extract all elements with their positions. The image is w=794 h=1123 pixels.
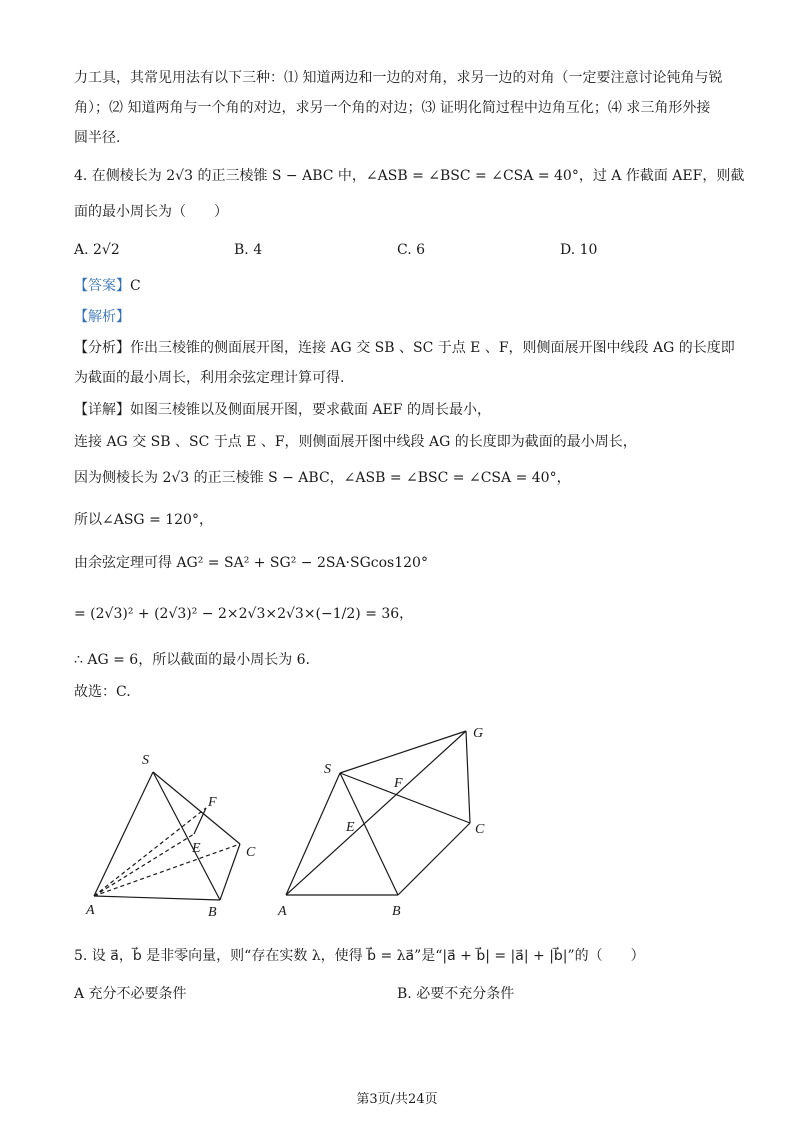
detail-tag: 【详解】 bbox=[74, 402, 130, 418]
right-label-b: B bbox=[392, 904, 401, 919]
detail-line-3: 因为侧棱长为 2√3 的正三棱锥 S − ABC，∠ASB = ∠BSC = ∠CSA = 40°， bbox=[74, 470, 571, 486]
detail-line-1 bbox=[74, 400, 491, 420]
segment-fe bbox=[194, 808, 206, 834]
analysis-tag: 【解析】 bbox=[74, 309, 130, 325]
right-label-g: G bbox=[473, 726, 484, 741]
edge-sc bbox=[153, 772, 240, 844]
edge-cb bbox=[398, 823, 470, 895]
left-label-f: F bbox=[208, 795, 217, 810]
segment-ag bbox=[286, 731, 466, 895]
edge-sc bbox=[340, 773, 470, 823]
answer-tag: 【答案】 bbox=[74, 278, 130, 294]
question-4-stem-line-2: 面的最小周长为（ ） bbox=[74, 204, 228, 220]
detail-line-2: 连接 AG 交 SB 、SC 于点 E 、F，则侧面展开图中线段 AG 的长度即为截面的最小周长， bbox=[74, 434, 637, 450]
edge-sa bbox=[94, 772, 153, 896]
question-4-option-a: A. 2√2 bbox=[74, 242, 120, 258]
question-5-option-a: A 充分不必要条件 bbox=[74, 986, 187, 1002]
left-label-c: C bbox=[246, 845, 256, 860]
edge-sg bbox=[340, 731, 466, 773]
right-label-f: F bbox=[394, 776, 403, 791]
right-label-c: C bbox=[475, 822, 485, 837]
fenxi-text-1: 作出三棱锥的侧面展开图，连接 AG 交 SB 、SC 于点 E 、F，则侧面展开图中线段 AG 的长度即 bbox=[130, 340, 735, 356]
answer-value: C bbox=[130, 278, 141, 294]
edge-gc bbox=[466, 731, 470, 823]
left-label-e: E bbox=[192, 841, 201, 856]
edge-sb bbox=[153, 772, 220, 900]
question-5-option-b: B. 必要不充分条件 bbox=[397, 986, 515, 1002]
dashed-af bbox=[94, 808, 206, 896]
intro-line-3: 圆半径. bbox=[74, 130, 121, 146]
fenxi-tag: 【分析】 bbox=[74, 340, 130, 356]
left-label-a: A bbox=[86, 903, 95, 918]
left-label-b: B bbox=[208, 905, 217, 920]
edge-bc bbox=[220, 844, 240, 900]
page-footer: 第3页/共24页 bbox=[356, 1092, 438, 1107]
analysis-line bbox=[74, 307, 130, 327]
question-4-stem-line-1: 4. 在侧棱长为 2√3 的正三棱锥 S − ABC 中，∠ASB = ∠BSC = ∠CSA = 40°，过 A 作截面 AEF，则截 bbox=[74, 168, 745, 184]
detail-line-7: ∴ AG = 6，所以截面的最小周长为 6. bbox=[74, 652, 310, 668]
development-figure bbox=[270, 715, 500, 925]
detail-line-6: = (2√3)² + (2√3)² − 2×2√3×2√3×(−1/2) = 36， bbox=[74, 606, 414, 622]
right-label-a: A bbox=[278, 904, 287, 919]
edge-sa bbox=[286, 773, 340, 895]
right-label-e: E bbox=[346, 820, 355, 835]
edge-ab bbox=[94, 896, 220, 900]
detail-line-4: 所以∠ASG = 120°， bbox=[74, 512, 213, 528]
answer-line bbox=[74, 276, 141, 296]
left-label-s: S bbox=[142, 753, 149, 768]
fenxi-line-2: 为截面的最小周长，利用余弦定理计算可得. bbox=[74, 370, 345, 386]
tetrahedron-figure bbox=[70, 740, 280, 925]
detail-line-8: 故选：C. bbox=[74, 684, 131, 700]
intro-line-2: 角）；⑵ 知道两角与一个角的对边，求另一个角的对边；⑶ 证明化简过程中边角互化；⑷ 求三角形外接 bbox=[74, 100, 711, 116]
question-5-stem: 5. 设 a⃗，b⃗ 是非零向量，则“存在实数 λ，使得 b⃗ = λa⃗”是“|a⃗ + b⃗| = |a⃗| + |b⃗|”的（ ） bbox=[74, 948, 645, 964]
question-4-option-c: C. 6 bbox=[397, 242, 426, 258]
fenxi-line-1 bbox=[74, 338, 735, 358]
question-4-option-b: B. 4 bbox=[234, 242, 263, 258]
intro-line-1: 力工具，其常见用法有以下三种：⑴ 知道两边和一边的对角，求另一边的对角（一定要注意讨论钝角与锐 bbox=[74, 70, 723, 86]
detail-line-5: 由余弦定理可得 AG² = SA² + SG² − 2SA·SGcos120° bbox=[74, 555, 428, 571]
right-label-s: S bbox=[324, 762, 331, 777]
question-4-option-d: D. 10 bbox=[560, 242, 598, 258]
dashed-ac bbox=[94, 844, 240, 896]
detail-text-1: 如图三棱锥以及侧面展开图，要求截面 AEF 的周长最小， bbox=[130, 402, 491, 418]
